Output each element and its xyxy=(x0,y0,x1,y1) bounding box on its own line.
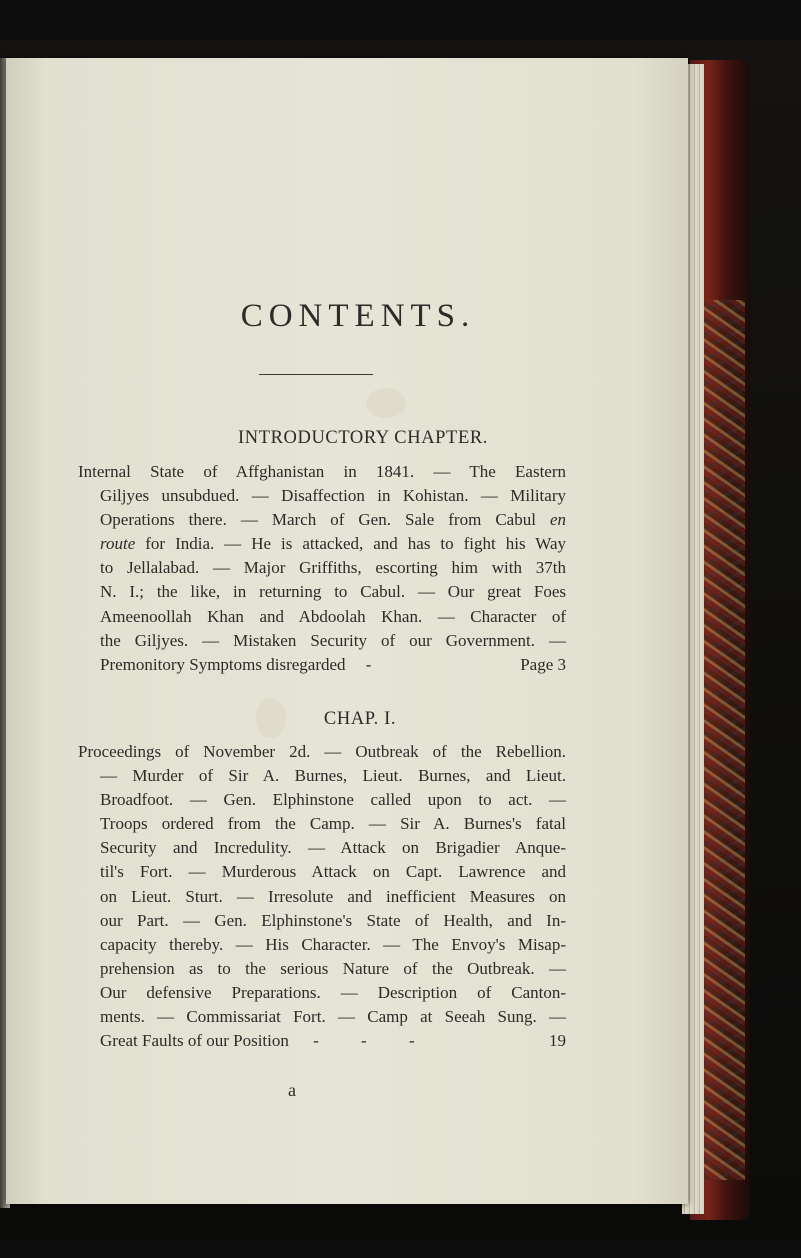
summary-line: Ameenoollah Khan and Abdoolah Khan. — Character of xyxy=(100,606,566,626)
summary-line: Security and Incredulity. — Attack on Brigadier Anque- xyxy=(100,838,566,858)
summary-line: prehension as to the serious Nature of the Outbreak. — xyxy=(100,958,566,978)
summary-line: Operations there. — March of Gen. Sale from Cabul en xyxy=(100,510,566,530)
summary-line-final: Great Faults of our Position - - - 19 xyxy=(78,1029,566,1053)
summary-line: Internal State of Affghanistan in 1841. — The Eastern xyxy=(78,462,566,481)
summary-line: capacity thereby. — His Character. — The Envoy's Misap- xyxy=(100,934,566,954)
contents-heading: CONTENTS. xyxy=(240,298,476,334)
summary-line: route for India. — He is attacked, and has to fight his Way xyxy=(100,534,566,554)
chapter-one-heading: CHAP. I. xyxy=(323,709,397,729)
page-reference: 19 xyxy=(549,1031,566,1051)
introductory-chapter-summary xyxy=(78,460,566,677)
summary-text: Premonitory Symptoms disregarded xyxy=(100,654,346,674)
summary-line: N. I.; the like, in returning to Cabul. — Our great Foes xyxy=(100,582,566,602)
summary-line: Giljyes unsubdued. — Disaffection in Kohistan. — Military xyxy=(100,486,566,506)
summary-line: to Jellalabad. — Major Griffiths, escorting him with 37th xyxy=(100,558,566,578)
summary-line: til's Fort. — Murderous Attack on Capt. Lawrence and xyxy=(100,862,566,882)
summary-line: our Part. — Gen. Elphinstone's State of Health, and In- xyxy=(100,910,566,930)
summary-line: ments. — Commissariat Fort. — Camp at Seeah Sung. — xyxy=(100,1007,566,1027)
introductory-chapter-heading: INTRODUCTORY CHAPTER. xyxy=(237,428,489,448)
chapter-one-summary xyxy=(78,740,566,1053)
summary-line: Broadfoot. — Gen. Elphinstone called upon to act. — xyxy=(100,790,566,810)
heading-rule xyxy=(259,374,373,375)
page-reference: Page 3 xyxy=(520,654,566,674)
summary-line: Proceedings of November 2d. — Outbreak of the Rebellion. xyxy=(78,742,566,761)
summary-line: Our defensive Preparations. — Description of Canton- xyxy=(100,982,566,1002)
summary-line: — Murder of Sir A. Burnes, Lieut. Burnes, and Lieut. xyxy=(100,766,566,786)
paper-stain xyxy=(366,388,406,418)
summary-line-final: Premonitory Symptoms disregarded - Page 3 xyxy=(78,653,566,677)
summary-text: Great Faults of our Position xyxy=(100,1031,289,1051)
summary-line: Troops ordered from the Camp. — Sir A. Burnes's fatal xyxy=(100,814,566,834)
signature-mark: a xyxy=(288,1080,296,1100)
marbled-edge xyxy=(700,300,745,1180)
summary-line: the Giljyes. — Mistaken Security of our Government. — xyxy=(100,630,566,650)
summary-line: on Lieut. Sturt. — Irresolute and inefficient Measures on xyxy=(100,886,566,906)
